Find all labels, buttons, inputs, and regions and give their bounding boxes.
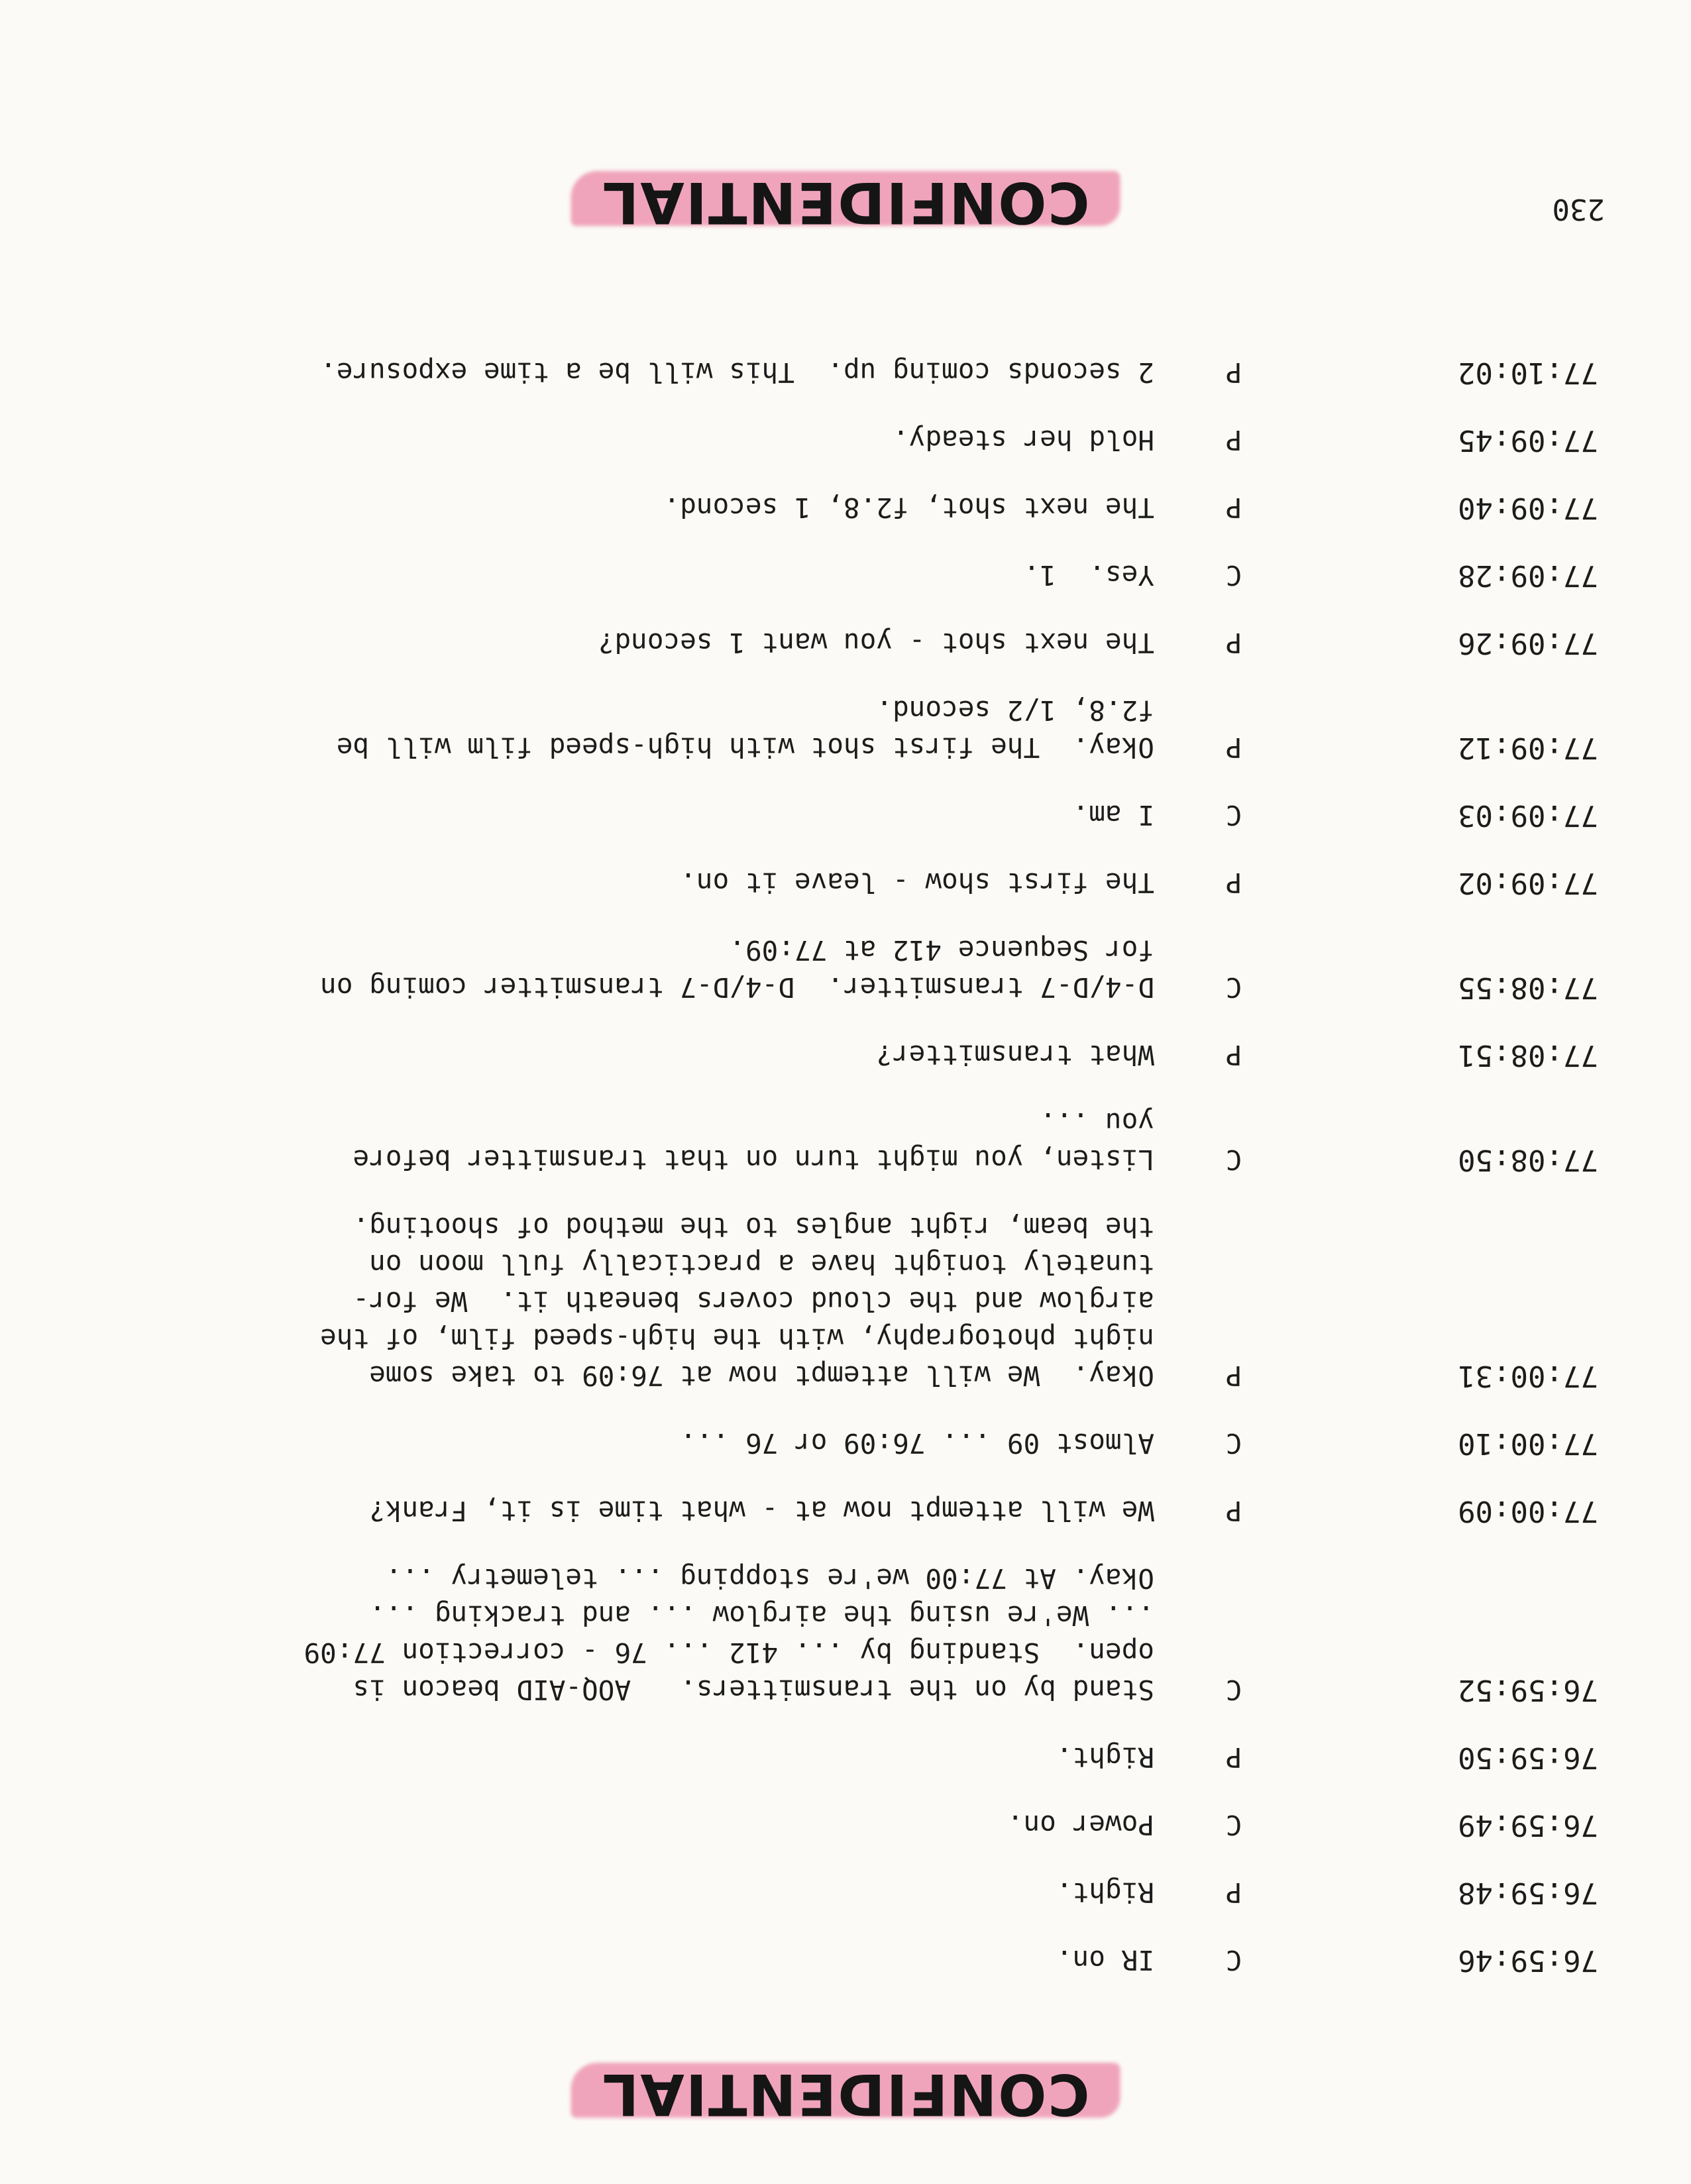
entry-text: Stand by on the transmitters. AOQ-AID beacon is open. Standing by ... 412 ... 76 - correction 77:09 ... We're using the airglow ... and tracking ... Okay. At 77:00 we're stopping ... telemetry ...	[303, 1562, 1154, 1706]
transcript-entry	[61, 489, 1598, 526]
entry-text: 2 seconds coming up. This will be a time exposure.	[320, 356, 1154, 388]
entry-time: 77:09:26	[1458, 626, 1598, 660]
entry-time: 77:00:31	[1458, 1359, 1598, 1393]
entry-text: We will attempt now at - what time is it, Frank?	[369, 1495, 1154, 1527]
transcript-entry	[61, 624, 1598, 661]
entry-speaker: P	[1225, 1039, 1242, 1071]
entry-time: 77:10:02	[1458, 356, 1598, 390]
transcript-entry	[61, 1941, 1598, 1979]
transcript-entry	[61, 354, 1598, 391]
entry-time: 77:09:12	[1458, 731, 1598, 765]
entry-time: 77:09:45	[1458, 423, 1598, 457]
entry-text: The next shot - you want 1 second?	[598, 627, 1154, 659]
entry-speaker: P	[1225, 1741, 1242, 1773]
entry-text: Almost 09 ... 76:09 or 76 ...	[680, 1427, 1154, 1459]
entry-speaker: P	[1225, 732, 1242, 763]
entry-time: 77:09:03	[1458, 798, 1598, 832]
transcript-entry	[61, 1425, 1598, 1462]
entry-speaker: C	[1225, 799, 1242, 831]
entry-time: 77:08:50	[1458, 1143, 1598, 1177]
entry-text: Right.	[1056, 1877, 1154, 1908]
transcript-entry	[61, 932, 1598, 1006]
confidential-stamp-top: CONFIDENTIAL	[577, 2057, 1113, 2131]
entry-text: Right.	[1056, 1741, 1154, 1773]
entry-speaker: P	[1225, 492, 1242, 523]
transcript-entry	[61, 1560, 1598, 1708]
transcript-entry	[61, 1806, 1598, 1843]
entry-time: 77:09:28	[1458, 559, 1598, 592]
entry-speaker: P	[1225, 1360, 1242, 1392]
entry-time: 77:09:40	[1458, 491, 1598, 525]
transcript-entry	[61, 1036, 1598, 1073]
entry-speaker: P	[1225, 627, 1242, 659]
transcript-entry	[61, 1492, 1598, 1529]
entry-speaker: C	[1225, 1674, 1242, 1706]
entry-text: Listen, you might turn on that transmitter before you ...	[353, 1107, 1154, 1175]
entry-speaker: C	[1225, 1944, 1242, 1976]
transcript-entry	[61, 1874, 1598, 1911]
transcript	[61, 323, 1598, 1979]
entry-speaker: P	[1225, 867, 1242, 899]
entry-speaker: P	[1225, 356, 1242, 388]
entry-text: The next shot, f2.8, 1 second.	[663, 492, 1154, 523]
entry-text: Yes. 1.	[1023, 559, 1154, 591]
transcript-entry	[61, 1739, 1598, 1776]
confidential-stamp-bottom: CONFIDENTIAL	[577, 165, 1113, 239]
entry-text: I am.	[1072, 799, 1154, 831]
entry-speaker: C	[1225, 1809, 1242, 1841]
entry-speaker: C	[1225, 1144, 1242, 1175]
entry-speaker: P	[1225, 424, 1242, 456]
entry-time: 76:59:48	[1458, 1876, 1598, 1910]
entry-text: The first show - leave it on.	[680, 867, 1154, 899]
entry-time: 77:00:09	[1458, 1494, 1598, 1528]
transcript-entry	[61, 692, 1598, 766]
entry-speaker: C	[1225, 971, 1242, 1003]
entry-time: 76:59:50	[1458, 1741, 1598, 1774]
entry-time: 77:09:02	[1458, 866, 1598, 900]
entry-text: IR on.	[1056, 1944, 1154, 1976]
entry-time: 76:59:49	[1458, 1808, 1598, 1842]
entry-speaker: P	[1225, 1877, 1242, 1908]
entry-text: Power on.	[1007, 1809, 1154, 1841]
entry-text: Hold her steady.	[893, 424, 1154, 456]
transcript-entry	[61, 796, 1598, 834]
entry-text: Okay. We will attempt now at 76:09 to take some night photography, with the high-speed film, of the airglow and the cloud covers beneath it. We for- tunately tonight have a practically full moon on the beam, right angles to the method of shooting.	[320, 1211, 1154, 1392]
entry-time: 77:08:55	[1458, 971, 1598, 1005]
transcript-entry	[61, 557, 1598, 594]
entry-time: 77:00:10	[1458, 1427, 1598, 1460]
entry-text: D-4/D-7 transmitter. D-4/D-7 transmitter coming on for Sequence 412 at 77:09.	[320, 934, 1154, 1003]
page-number: 230	[1552, 192, 1605, 226]
entry-time: 77:08:51	[1458, 1038, 1598, 1072]
entry-speaker: P	[1225, 1495, 1242, 1527]
entry-time: 76:59:46	[1458, 1943, 1598, 1977]
transcript-entry	[61, 864, 1598, 901]
entry-time: 76:59:52	[1458, 1673, 1598, 1707]
transcript-entry	[61, 1209, 1598, 1394]
entry-speaker: C	[1225, 1427, 1242, 1459]
entry-text: Okay. The first shot with high-speed film will be f2.8, 1/2 second.	[336, 694, 1154, 763]
entry-text: What transmitter?	[876, 1039, 1154, 1071]
entry-speaker: C	[1225, 559, 1242, 591]
transcript-entry	[61, 1104, 1598, 1178]
transcript-entry	[61, 421, 1598, 459]
